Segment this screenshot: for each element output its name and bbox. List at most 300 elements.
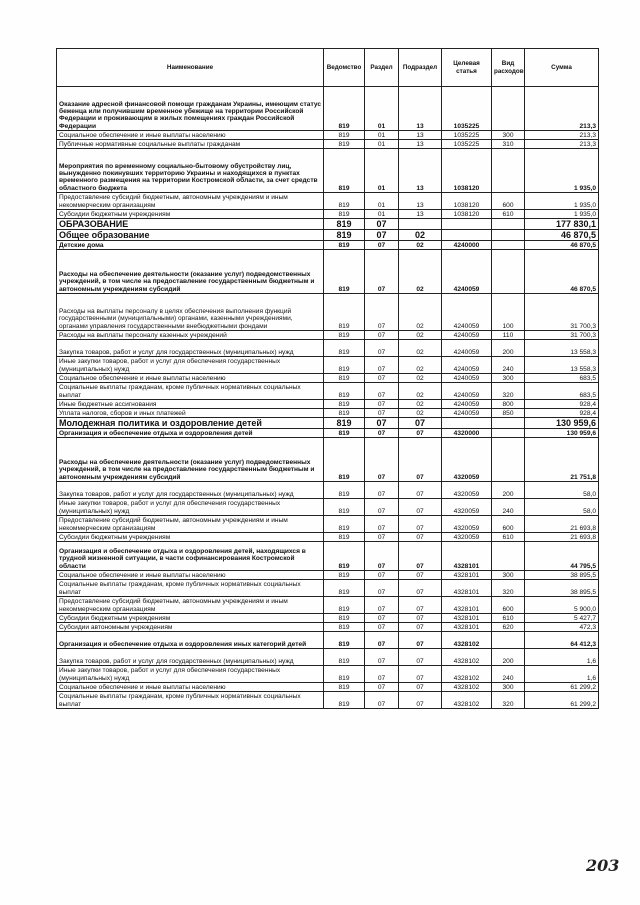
- cell-dept: 819: [324, 149, 365, 193]
- cell-target: 4320059: [442, 533, 492, 542]
- cell-dept: 819: [324, 87, 365, 131]
- cell-subsection: 07: [399, 542, 442, 571]
- cell-section: 07: [365, 418, 399, 429]
- cell-target: 4240059: [442, 357, 492, 374]
- cell-name: Социальные выплаты гражданам, кроме публичных нормативных социальных выплат: [57, 383, 324, 400]
- cell-subsection: 07: [399, 571, 442, 580]
- cell-subsection: 07: [399, 516, 442, 533]
- cell-subsection: 07: [399, 666, 442, 683]
- cell-target: 1038120: [442, 193, 492, 210]
- cell-section: 01: [365, 193, 399, 210]
- table-row: [57, 597, 599, 614]
- cell-name: Расходы на обеспечение деятельности (оказание услуг) подведомственных учреждений, в том числе на предоставление государственным бюджетным и автономным учреждениям субсидий: [57, 250, 324, 294]
- header-sum: Сумма: [525, 49, 599, 87]
- cell-target: 4240000: [442, 241, 492, 250]
- cell-section: 01: [365, 131, 399, 140]
- cell-name: Субсидии бюджетным учреждениям: [57, 210, 324, 219]
- cell-name: Организация и обеспечение отдыха и оздоровления детей, находящихся в трудной жизненной ситуации, в части софинансирования Костромской области: [57, 542, 324, 571]
- cell-target: 4240059: [442, 331, 492, 340]
- cell-dept: 819: [324, 374, 365, 383]
- cell-kind: [492, 429, 525, 438]
- cell-kind: 200: [492, 482, 525, 499]
- cell-sum: 472,3: [525, 623, 599, 632]
- cell-sum: 928,4: [525, 400, 599, 409]
- cell-target: [442, 219, 492, 230]
- cell-section: 07: [365, 692, 399, 709]
- cell-subsection: 13: [399, 193, 442, 210]
- cell-name: Социальное обеспечение и иные выплаты населению: [57, 683, 324, 692]
- cell-kind: 600: [492, 516, 525, 533]
- cell-dept: 819: [324, 683, 365, 692]
- cell-subsection: 02: [399, 331, 442, 340]
- page-number: 203: [586, 856, 620, 875]
- cell-section: 07: [365, 571, 399, 580]
- cell-kind: 320: [492, 692, 525, 709]
- cell-dept: 819: [324, 499, 365, 516]
- cell-kind: [492, 250, 525, 294]
- cell-kind: [492, 632, 525, 649]
- table-body: [57, 87, 599, 709]
- cell-target: 4320059: [442, 482, 492, 499]
- cell-target: 4240059: [442, 409, 492, 418]
- table-row: [57, 418, 599, 429]
- table-row: [57, 666, 599, 683]
- cell-sum: 130 959,6: [525, 418, 599, 429]
- cell-dept: 819: [324, 230, 365, 241]
- cell-target: 4328101: [442, 614, 492, 623]
- header-dept: Ведомство: [324, 49, 365, 87]
- cell-section: 07: [365, 374, 399, 383]
- cell-target: 4328102: [442, 683, 492, 692]
- header-subsection: Подраздел: [399, 49, 442, 87]
- cell-subsection: [399, 219, 442, 230]
- cell-target: 1035225: [442, 131, 492, 140]
- cell-dept: 819: [324, 597, 365, 614]
- cell-target: 4240059: [442, 400, 492, 409]
- cell-sum: 928,4: [525, 409, 599, 418]
- table-row: [57, 614, 599, 623]
- cell-sum: 44 795,5: [525, 542, 599, 571]
- cell-dept: 819: [324, 131, 365, 140]
- cell-name: ОБРАЗОВАНИЕ: [57, 219, 324, 230]
- cell-section: 07: [365, 250, 399, 294]
- cell-dept: 819: [324, 340, 365, 357]
- cell-name: Социальное обеспечение и иные выплаты населению: [57, 131, 324, 140]
- cell-subsection: 07: [399, 499, 442, 516]
- cell-subsection: 13: [399, 149, 442, 193]
- cell-dept: 819: [324, 533, 365, 542]
- cell-name: Закупка товаров, работ и услуг для государственных (муниципальных) нужд: [57, 340, 324, 357]
- cell-kind: 300: [492, 683, 525, 692]
- table-row: [57, 571, 599, 580]
- table-row: [57, 482, 599, 499]
- cell-name: Уплата налогов, сборов и иных платежей: [57, 409, 324, 418]
- cell-target: 4328102: [442, 649, 492, 666]
- cell-section: 07: [365, 580, 399, 597]
- cell-dept: 819: [324, 516, 365, 533]
- cell-sum: 5 427,7: [525, 614, 599, 623]
- cell-dept: 819: [324, 241, 365, 250]
- table-row: [57, 230, 599, 241]
- table-row: [57, 516, 599, 533]
- cell-section: 07: [365, 597, 399, 614]
- table-row: [57, 374, 599, 383]
- cell-section: 07: [365, 400, 399, 409]
- cell-sum: 213,3: [525, 140, 599, 149]
- cell-dept: 819: [324, 649, 365, 666]
- cell-sum: 13 558,3: [525, 357, 599, 374]
- cell-subsection: 07: [399, 418, 442, 429]
- cell-kind: 850: [492, 409, 525, 418]
- table-row: [57, 357, 599, 374]
- table-row: [57, 340, 599, 357]
- cell-subsection: 07: [399, 429, 442, 438]
- cell-target: 4320059: [442, 438, 492, 482]
- cell-kind: [492, 241, 525, 250]
- cell-name: Социальное обеспечение и иные выплаты населению: [57, 374, 324, 383]
- cell-sum: 213,3: [525, 87, 599, 131]
- cell-target: 4240059: [442, 383, 492, 400]
- cell-dept: 819: [324, 193, 365, 210]
- cell-dept: 819: [324, 614, 365, 623]
- cell-dept: 819: [324, 580, 365, 597]
- table-row: [57, 210, 599, 219]
- cell-target: 4328102: [442, 692, 492, 709]
- cell-sum: 1,6: [525, 666, 599, 683]
- cell-kind: 240: [492, 499, 525, 516]
- cell-dept: 819: [324, 219, 365, 230]
- cell-name: Расходы на выплаты персоналу казенных учреждений: [57, 331, 324, 340]
- cell-sum: 38 895,5: [525, 580, 599, 597]
- cell-name: Расходы на обеспечение деятельности (оказание услуг) подведомственных учреждений, в том числе на предоставление государственным бюджетным и автономным учреждениям субсидий: [57, 438, 324, 482]
- cell-kind: 310: [492, 140, 525, 149]
- cell-name: Иные бюджетные ассигнования: [57, 400, 324, 409]
- cell-section: 07: [365, 219, 399, 230]
- cell-subsection: 02: [399, 383, 442, 400]
- cell-section: 07: [365, 623, 399, 632]
- cell-sum: 46 870,5: [525, 230, 599, 241]
- cell-section: 07: [365, 516, 399, 533]
- cell-dept: 819: [324, 623, 365, 632]
- cell-name: Социальное обеспечение и иные выплаты населению: [57, 571, 324, 580]
- cell-target: 4320059: [442, 516, 492, 533]
- cell-section: 01: [365, 149, 399, 193]
- cell-sum: 683,5: [525, 383, 599, 400]
- cell-target: 4328102: [442, 632, 492, 649]
- table-row: [57, 683, 599, 692]
- cell-target: 1035225: [442, 140, 492, 149]
- cell-subsection: 13: [399, 140, 442, 149]
- cell-subsection: 07: [399, 683, 442, 692]
- cell-subsection: 07: [399, 649, 442, 666]
- cell-kind: 610: [492, 614, 525, 623]
- cell-kind: 320: [492, 383, 525, 400]
- cell-name: Оказание адресной финансовой помощи гражданам Украины, имеющим статус беженца или получившим временное убежище на территории Российской Федерации и проживающим в жилых помещениях граждан Российской Федерации: [57, 87, 324, 131]
- cell-sum: 1,6: [525, 649, 599, 666]
- table-row: [57, 499, 599, 516]
- cell-subsection: 07: [399, 482, 442, 499]
- cell-dept: 819: [324, 571, 365, 580]
- table-row: [57, 140, 599, 149]
- cell-kind: 620: [492, 623, 525, 632]
- cell-section: 07: [365, 294, 399, 331]
- cell-sum: 61 299,2: [525, 692, 599, 709]
- cell-name: Предоставление субсидий бюджетным, автономным учреждениям и иным некоммерческим организациям: [57, 597, 324, 614]
- table-row: [57, 219, 599, 230]
- cell-section: 07: [365, 429, 399, 438]
- cell-kind: 240: [492, 666, 525, 683]
- table-row: [57, 649, 599, 666]
- cell-name: Предоставление субсидий бюджетным, автономным учреждениям и иным некоммерческим организациям: [57, 193, 324, 210]
- cell-section: 01: [365, 140, 399, 149]
- cell-kind: [492, 230, 525, 241]
- table-row: [57, 542, 599, 571]
- table-row: [57, 533, 599, 542]
- cell-section: 07: [365, 230, 399, 241]
- cell-kind: 320: [492, 580, 525, 597]
- table-row: [57, 409, 599, 418]
- cell-subsection: 02: [399, 374, 442, 383]
- cell-name: Общее образование: [57, 230, 324, 241]
- cell-target: 1038120: [442, 210, 492, 219]
- cell-sum: 64 412,3: [525, 632, 599, 649]
- cell-name: Иные закупки товаров, работ и услуг для обеспечения государственных (муниципальных) нужд: [57, 357, 324, 374]
- table-row: [57, 383, 599, 400]
- cell-subsection: 07: [399, 614, 442, 623]
- table-row: [57, 250, 599, 294]
- cell-name: Иные закупки товаров, работ и услуг для обеспечения государственных (муниципальных) нужд: [57, 666, 324, 683]
- cell-subsection: 02: [399, 250, 442, 294]
- cell-sum: 177 830,1: [525, 219, 599, 230]
- table-row: [57, 632, 599, 649]
- cell-sum: 31 700,3: [525, 294, 599, 331]
- cell-kind: 300: [492, 571, 525, 580]
- cell-subsection: 07: [399, 692, 442, 709]
- cell-subsection: 07: [399, 580, 442, 597]
- cell-subsection: 07: [399, 632, 442, 649]
- cell-sum: 38 895,5: [525, 571, 599, 580]
- table-row: [57, 149, 599, 193]
- cell-target: 1035225: [442, 87, 492, 131]
- cell-name: Предоставление субсидий бюджетным, автономным учреждениям и иным некоммерческим организациям: [57, 516, 324, 533]
- cell-kind: 200: [492, 649, 525, 666]
- cell-section: 07: [365, 542, 399, 571]
- cell-target: 4240059: [442, 294, 492, 331]
- cell-sum: 21 693,8: [525, 533, 599, 542]
- cell-kind: 610: [492, 210, 525, 219]
- cell-sum: 46 870,5: [525, 250, 599, 294]
- cell-section: 07: [365, 683, 399, 692]
- cell-sum: 213,3: [525, 131, 599, 140]
- cell-dept: 819: [324, 250, 365, 294]
- cell-name: Субсидии бюджетным учреждениям: [57, 614, 324, 623]
- cell-kind: [492, 219, 525, 230]
- table-row: [57, 87, 599, 131]
- cell-sum: 13 558,3: [525, 340, 599, 357]
- cell-subsection: 02: [399, 357, 442, 374]
- cell-target: 4328101: [442, 571, 492, 580]
- cell-sum: 1 935,0: [525, 193, 599, 210]
- cell-kind: 600: [492, 193, 525, 210]
- cell-kind: 800: [492, 400, 525, 409]
- cell-dept: 819: [324, 418, 365, 429]
- cell-sum: 21 751,8: [525, 438, 599, 482]
- cell-name: Мероприятия по временному социально-бытовому обустройству лиц, вынужденно покинувших территорию Украины и находящихся в пунктах временного размещения на территории Костромской области, за счет средств областного бюджета: [57, 149, 324, 193]
- cell-name: Закупка товаров, работ и услуг для государственных (муниципальных) нужд: [57, 649, 324, 666]
- cell-target: 4328102: [442, 666, 492, 683]
- cell-subsection: 13: [399, 131, 442, 140]
- cell-target: 4240059: [442, 374, 492, 383]
- cell-subsection: 13: [399, 210, 442, 219]
- cell-subsection: 02: [399, 340, 442, 357]
- cell-dept: 819: [324, 542, 365, 571]
- table-row: [57, 623, 599, 632]
- cell-subsection: 07: [399, 533, 442, 542]
- cell-dept: 819: [324, 294, 365, 331]
- cell-kind: [492, 149, 525, 193]
- header-target: Целевая статья: [442, 49, 492, 87]
- cell-name: Организация и обеспечение отдыха и оздоровления иных категорий детей: [57, 632, 324, 649]
- cell-kind: [492, 418, 525, 429]
- cell-sum: 1 935,0: [525, 149, 599, 193]
- cell-subsection: 02: [399, 241, 442, 250]
- cell-subsection: 02: [399, 409, 442, 418]
- cell-target: 4328101: [442, 623, 492, 632]
- table-row: [57, 692, 599, 709]
- cell-kind: 100: [492, 294, 525, 331]
- cell-section: 07: [365, 632, 399, 649]
- cell-target: 4328101: [442, 542, 492, 571]
- header-name: Наименование: [57, 49, 324, 87]
- cell-sum: 5 900,0: [525, 597, 599, 614]
- header-section: Раздел: [365, 49, 399, 87]
- cell-subsection: 07: [399, 597, 442, 614]
- cell-subsection: 02: [399, 294, 442, 331]
- cell-name: Иные закупки товаров, работ и услуг для обеспечения государственных (муниципальных) нужд: [57, 499, 324, 516]
- cell-section: 07: [365, 499, 399, 516]
- cell-name: Организация и обеспечение отдыха и оздоровления детей: [57, 429, 324, 438]
- cell-sum: 130 959,6: [525, 429, 599, 438]
- cell-section: 07: [365, 383, 399, 400]
- cell-sum: 31 700,3: [525, 331, 599, 340]
- cell-name: Закупка товаров, работ и услуг для государственных (муниципальных) нужд: [57, 482, 324, 499]
- cell-kind: 600: [492, 597, 525, 614]
- cell-name: Социальные выплаты гражданам, кроме публичных нормативных социальных выплат: [57, 580, 324, 597]
- cell-dept: 819: [324, 409, 365, 418]
- cell-section: 07: [365, 614, 399, 623]
- table-row: [57, 131, 599, 140]
- cell-target: 4240059: [442, 250, 492, 294]
- cell-dept: 819: [324, 632, 365, 649]
- cell-target: 1038120: [442, 149, 492, 193]
- cell-section: 07: [365, 241, 399, 250]
- cell-sum: 58,0: [525, 482, 599, 499]
- table-row: [57, 241, 599, 250]
- cell-section: 07: [365, 666, 399, 683]
- cell-dept: 819: [324, 692, 365, 709]
- cell-dept: 819: [324, 331, 365, 340]
- cell-sum: 46 870,5: [525, 241, 599, 250]
- cell-dept: 819: [324, 383, 365, 400]
- header-kind: Вид расходов: [492, 49, 525, 87]
- cell-section: 07: [365, 438, 399, 482]
- cell-sum: 1 935,0: [525, 210, 599, 219]
- cell-dept: 819: [324, 438, 365, 482]
- cell-subsection: 02: [399, 400, 442, 409]
- cell-kind: 240: [492, 357, 525, 374]
- cell-sum: 21 693,8: [525, 516, 599, 533]
- table-row: [57, 438, 599, 482]
- header-row: [57, 49, 599, 87]
- cell-target: 4240059: [442, 340, 492, 357]
- cell-kind: 300: [492, 374, 525, 383]
- cell-kind: 200: [492, 340, 525, 357]
- cell-section: 01: [365, 87, 399, 131]
- cell-dept: 819: [324, 429, 365, 438]
- cell-section: 07: [365, 649, 399, 666]
- cell-kind: [492, 87, 525, 131]
- cell-name: Расходы на выплаты персоналу в целях обеспечения выполнения функций государственными (муниципальными) органами, казенными учреждениями, органами управления государственными внебюджетными фондами: [57, 294, 324, 331]
- cell-section: 07: [365, 533, 399, 542]
- cell-dept: 819: [324, 357, 365, 374]
- cell-target: 4328101: [442, 580, 492, 597]
- cell-section: 07: [365, 409, 399, 418]
- cell-name: Детские дома: [57, 241, 324, 250]
- cell-sum: 61 299,2: [525, 683, 599, 692]
- cell-kind: [492, 438, 525, 482]
- cell-section: 07: [365, 482, 399, 499]
- cell-kind: 110: [492, 331, 525, 340]
- cell-subsection: 02: [399, 230, 442, 241]
- cell-target: 4320000: [442, 429, 492, 438]
- cell-dept: 819: [324, 666, 365, 683]
- cell-kind: 300: [492, 131, 525, 140]
- table-header: [57, 49, 599, 87]
- table-row: [57, 193, 599, 210]
- cell-dept: 819: [324, 482, 365, 499]
- cell-subsection: 07: [399, 623, 442, 632]
- cell-name: Субсидии бюджетным учреждениям: [57, 533, 324, 542]
- cell-section: 07: [365, 357, 399, 374]
- cell-target: [442, 418, 492, 429]
- budget-table: [56, 48, 599, 709]
- table-row: [57, 400, 599, 409]
- table-row: [57, 580, 599, 597]
- cell-dept: 819: [324, 140, 365, 149]
- cell-dept: 819: [324, 400, 365, 409]
- cell-name: Социальные выплаты гражданам, кроме публичных нормативных социальных выплат: [57, 692, 324, 709]
- cell-kind: [492, 542, 525, 571]
- cell-subsection: 13: [399, 87, 442, 131]
- cell-section: 07: [365, 340, 399, 357]
- cell-name: Публичные нормативные социальные выплаты гражданам: [57, 140, 324, 149]
- cell-sum: 58,0: [525, 499, 599, 516]
- cell-sum: 683,5: [525, 374, 599, 383]
- table-row: [57, 429, 599, 438]
- cell-subsection: 07: [399, 438, 442, 482]
- table-row: [57, 331, 599, 340]
- cell-target: 4328101: [442, 597, 492, 614]
- cell-target: 4320059: [442, 499, 492, 516]
- cell-section: 07: [365, 331, 399, 340]
- cell-dept: 819: [324, 210, 365, 219]
- cell-target: [442, 230, 492, 241]
- cell-name: Субсидии автономным учреждениям: [57, 623, 324, 632]
- table-row: [57, 294, 599, 331]
- cell-name: Молодежная политика и оздоровление детей: [57, 418, 324, 429]
- cell-kind: 610: [492, 533, 525, 542]
- cell-section: 01: [365, 210, 399, 219]
